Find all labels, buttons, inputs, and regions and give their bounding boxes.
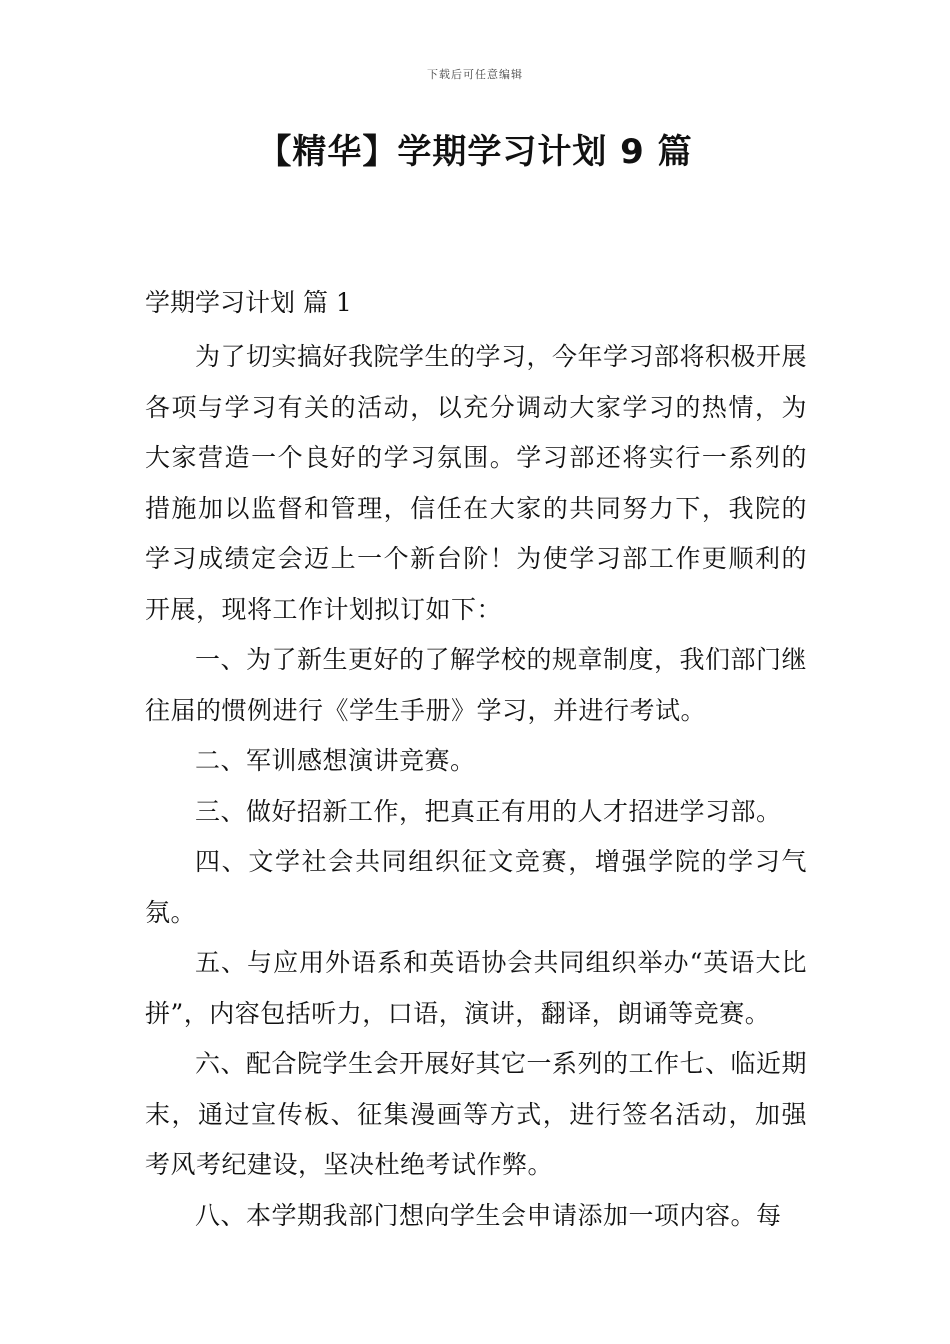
paragraph-item-3: 三、做好招新工作，把真正有用的人才招进学习部。 [195, 796, 782, 826]
document-body [145, 282, 807, 1241]
section-heading: 学期学习计划 篇 1 [145, 288, 352, 317]
paragraph-item-2: 二、军训感想演讲竞赛。 [195, 746, 476, 775]
header-note: 下载后可任意编辑 [427, 68, 523, 81]
paragraph-item-4: 四、文学社会共同组织征文竞赛，增强学院的学习气氛。 [145, 847, 807, 927]
paragraph-item-8: 八、本学期我部门想向学生会申请添加一项内容。每 [195, 1200, 782, 1230]
paragraph-item-5: 五、与应用外语系和英语协会共同组织举办“英语大比拼”，内容包括听力，口语，演讲，翻译，朗诵等竞赛。 [145, 948, 807, 1028]
document-title: 【精华】学期学习计划 9 篇 [257, 132, 693, 172]
paragraph-item-1: 一、为了新生更好的了解学校的规章制度，我们部门继往届的惯例进行《学生手册》学习，并进行考试。 [145, 645, 808, 725]
paragraph-item-6-7: 六、配合院学生会开展好其它一系列的工作七、临近期末，通过宣传板、征集漫画等方式，进行签名活动，加强考风考纪建设，坚决杜绝考试作弊。 [145, 1049, 808, 1179]
paragraph-intro: 为了切实搞好我院学生的学习，今年学习部将积极开展各项与学习有关的活动，以充分调动大家学习的热情，为大家营造一个良好的学习氛围。学习部还将实行一系列的措施加以监督和管理，信任在大家的共同努力下，我院的学习成绩定会迈上一个新台阶！为使学习部工作更顺利的开展，现将工作计划拟订如下： [145, 342, 808, 624]
